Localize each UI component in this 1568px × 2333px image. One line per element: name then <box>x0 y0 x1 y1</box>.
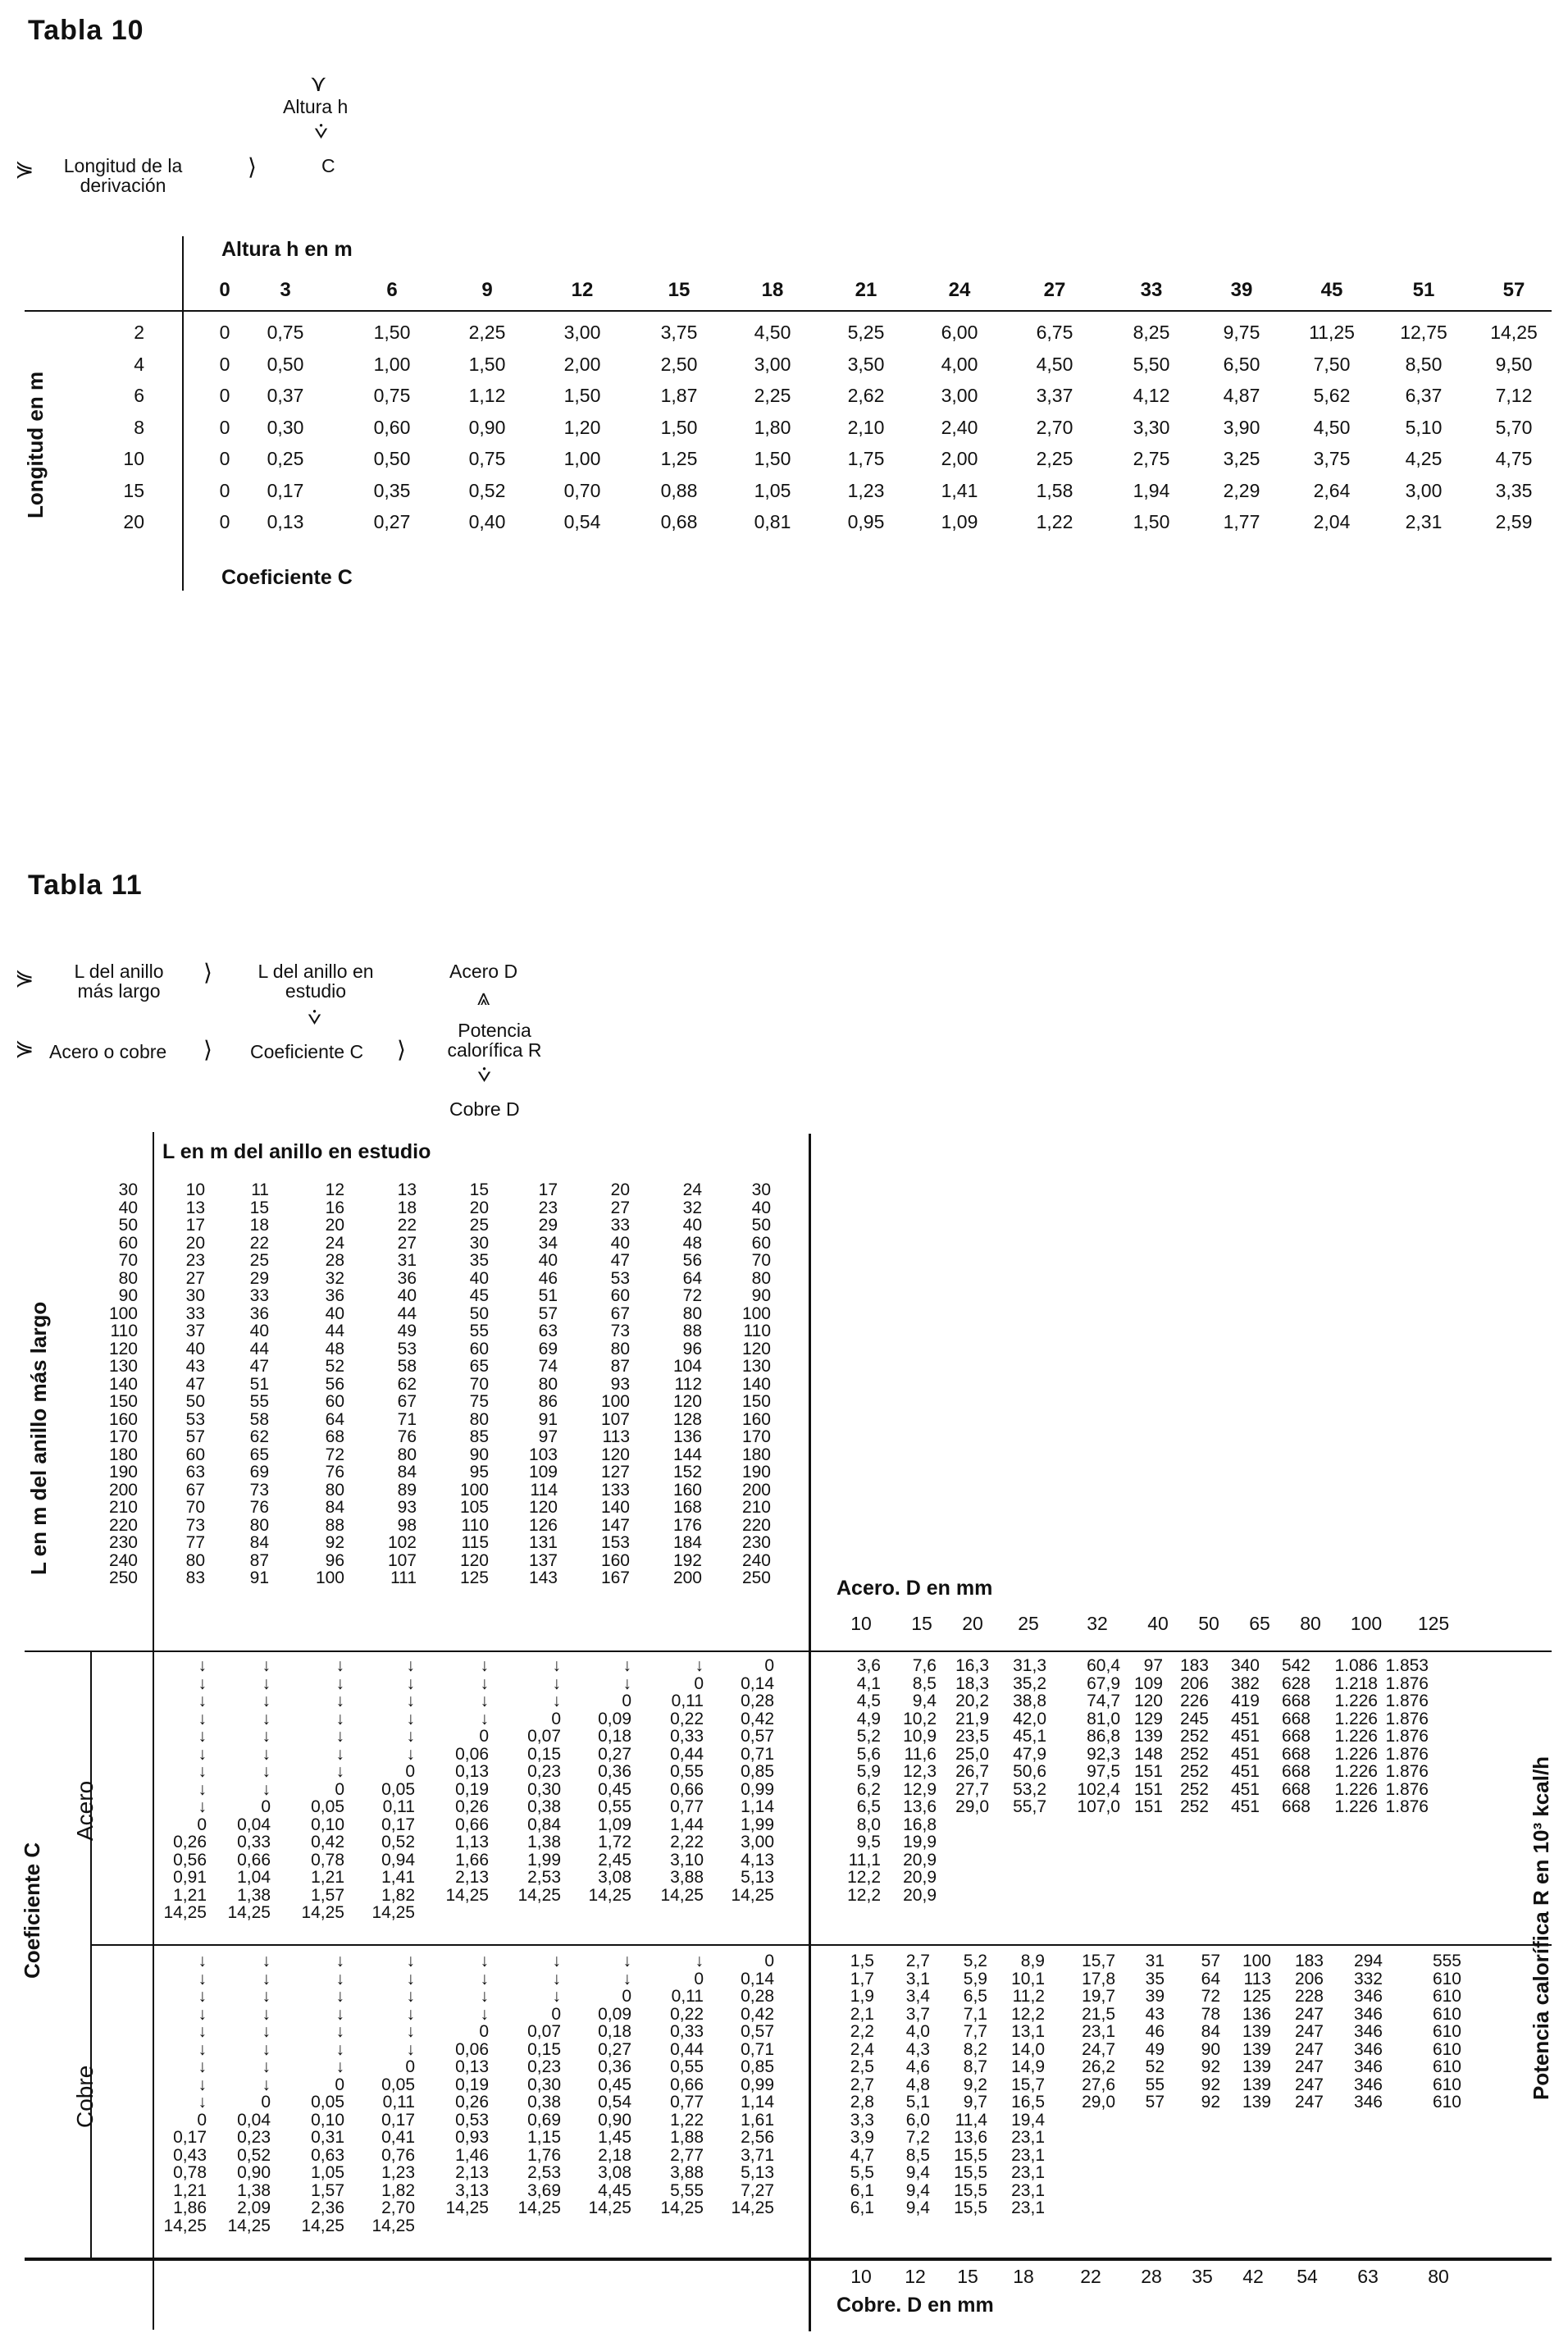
flow-acero-cobre-label: Acero o cobre <box>49 1041 167 1062</box>
table-11-acero-power-column: 183 206 226 245 252 252 252 252 252 <box>1179 1656 1209 1816</box>
table-10-value-cell: 12,75 <box>1400 322 1447 343</box>
table-11-title: Tabla 11 <box>28 870 143 901</box>
table-10-height-header: 27 <box>1043 279 1066 301</box>
table-10-value-cell: 0,75 <box>373 385 411 406</box>
table-10-value-cell: 1,77 <box>1223 511 1260 532</box>
table-10-length-cell: 10 <box>123 448 144 469</box>
table-11-cobre-diameter: 42 <box>1242 2266 1264 2287</box>
table-11-acero-power-column: 1.086 1.218 1.226 1.226 1.226 1.226 1.226 1.226 1.226 <box>1334 1656 1378 1816</box>
table-11-cobre-diameter: 10 <box>850 2266 872 2287</box>
table-10-length-cell: 6 <box>134 385 144 406</box>
table-10-value-cell: 0 <box>219 479 230 501</box>
table-10-value-cell: 5,25 <box>847 322 885 343</box>
table-10-value-cell: 4,87 <box>1223 385 1260 406</box>
table-11-rule-cobre <box>90 1944 1552 1946</box>
table-10-value-cell: 0,88 <box>660 479 698 501</box>
table-11-study-column: 10 13 17 20 23 27 30 33 37 40 43 47 50 53 57 60 63 67 70 73 77 80 83 <box>185 1180 205 1587</box>
table-10-value-cell: 0,90 <box>468 416 506 438</box>
table-11-acero-power-column: 542 628 668 668 668 668 668 668 668 <box>1281 1656 1310 1816</box>
table-11-cobre-diameter: 63 <box>1357 2266 1379 2287</box>
table-11-cobre-coef-column: ↓ ↓ 0 0,09 0,18 0,27 0,36 0,45 0,54 0,90 1,45 2,18 3,08 4,45 14,25 <box>588 1952 631 2217</box>
table-10-height-header: 12 <box>571 279 594 301</box>
table-10-height-header: 24 <box>948 279 971 301</box>
table-10-value-cell: 0 <box>219 448 230 469</box>
table-11-cobre-coef-column: ↓ ↓ ↓ ↓ ↓ ↓ ↓ 0 0,05 0,10 0,31 0,63 1,05 1,57 2,36 14,25 <box>301 1952 344 2235</box>
table-10-value-cell: 1,00 <box>373 353 411 375</box>
table-11-acero-coef-column: ↓ ↓ ↓ ↓ ↓ ↓ ↓ ↓ ↓ 0 0,26 0,56 0,91 1,21 14,25 <box>163 1656 207 1922</box>
table-10-value-cell: 0,50 <box>373 448 411 469</box>
table-10-value-cell: 0 <box>219 353 230 375</box>
flow-potencia-label: Potencia calorífica R <box>447 1020 542 1061</box>
table-10-value-cell: 2,29 <box>1223 479 1260 501</box>
table-10-height-header: 6 <box>386 279 398 301</box>
table-10-value-cell: 1,12 <box>468 385 506 406</box>
table-10-value-cell: 1,50 <box>754 448 791 469</box>
table-11-acero-coef-column: ↓ ↓ ↓ ↓ ↓ ↓ ↓ 0 0,05 0,10 0,42 0,78 1,21 1,57 14,25 <box>301 1656 344 1922</box>
table-10-height-header: 21 <box>855 279 877 301</box>
table-10-value-cell: 1,94 <box>1133 479 1170 501</box>
table-10-value-cell: 3,00 <box>563 322 601 343</box>
table-10-value-cell: 1,50 <box>468 353 506 375</box>
table-11-largest-ring-values: 30 40 50 60 70 80 90 100 110 120 130 140 150 160 170 180 190 200 210 220 230 240 250 <box>108 1180 138 1587</box>
table-10-height-header: 18 <box>761 279 784 301</box>
table-10-value-cell: 0,70 <box>563 479 601 501</box>
table-10-value-cell: 0,30 <box>267 416 304 438</box>
arrow-right-icon: ⋟ <box>15 156 34 181</box>
table-11-study-column: 24 32 40 48 56 64 72 80 88 96 104 112 120 128 136 144 152 160 168 176 184 192 200 <box>672 1180 702 1587</box>
table-10-length-cell: 20 <box>123 511 144 532</box>
table-11-cobre-power-column: 57 64 72 78 84 90 92 92 92 <box>1201 1952 1220 2112</box>
table-11-cobre-power-column: 183 206 228 247 247 247 247 247 247 <box>1294 1952 1324 2112</box>
table-11-cobre-power-column: 100 113 125 136 139 139 139 139 139 <box>1242 1952 1271 2112</box>
table-11-acero-diameter: 25 <box>1018 1613 1039 1634</box>
table-10-value-cell: 1,75 <box>847 448 885 469</box>
table-10-value-cell: 5,70 <box>1495 416 1533 438</box>
table-10-length-cell: 2 <box>134 322 144 343</box>
table-11-rule-acero <box>25 1650 1552 1652</box>
table-11-top-header: L en m del anillo en estudio <box>162 1140 431 1163</box>
arrow-right-icon: ⟩ <box>203 1037 212 1062</box>
table-10-title: Tabla 10 <box>28 15 144 46</box>
table-11-right-axis: Potencia calorífica R en 10³ kcal/h <box>1529 1755 1553 2100</box>
table-10-length-cell: 8 <box>134 416 144 438</box>
table-10-value-cell: 0,60 <box>373 416 411 438</box>
table-10-value-cell: 0,54 <box>563 511 601 532</box>
table-11-cobre-power-column: 31 35 39 43 46 49 52 55 57 <box>1145 1952 1165 2112</box>
table-10-value-cell: 1,25 <box>660 448 698 469</box>
table-11-acero-diameter: 10 <box>850 1613 872 1634</box>
table-10-value-cell: 6,37 <box>1405 385 1443 406</box>
table-11-cobre-power-column: 294 332 346 346 346 346 346 346 346 <box>1353 1952 1383 2112</box>
arrow-right-icon: ⟩ <box>397 1037 406 1062</box>
table-11-acero-coef-column: ↓ ↓ ↓ ↓ ↓ ↓ 0 0,05 0,11 0,17 0,52 0,94 1,41 1,82 14,25 <box>371 1656 415 1922</box>
table-10-height-header: 33 <box>1140 279 1163 301</box>
table-10-value-cell: 2,31 <box>1405 511 1443 532</box>
table-11-study-column: 15 20 25 30 35 40 45 50 55 60 65 70 75 80 85 90 95 100 105 110 115 120 125 <box>459 1180 489 1587</box>
table-10-row-axis-label: Longitud en m <box>23 371 48 518</box>
table-11-acero-power-column: 16,3 18,3 20,2 21,9 23,5 25,0 26,7 27,7 29,0 <box>955 1656 989 1816</box>
table-10-height-header: 57 <box>1502 279 1525 301</box>
table-10-value-cell: 1,23 <box>847 479 885 501</box>
table-10-value-cell: 2,64 <box>1313 479 1351 501</box>
table-11-acero-diameter: 15 <box>911 1613 932 1634</box>
table-10-value-cell: 2,25 <box>754 385 791 406</box>
table-11-cobre-diameter: 35 <box>1192 2266 1213 2287</box>
table-11-cobre-coef-column: ↓ 0 0,11 0,22 0,33 0,44 0,55 0,66 0,77 1,22 1,88 2,77 3,88 5,55 14,25 <box>660 1952 704 2217</box>
arrow-in-icon: ⋎ <box>310 71 327 96</box>
table-11-cobre-diameter: 18 <box>1013 2266 1034 2287</box>
table-10-value-cell: 6,75 <box>1036 322 1073 343</box>
table-11-study-column: 11 15 18 22 25 29 33 36 40 44 47 51 55 58 62 65 69 73 76 80 84 87 91 <box>249 1180 269 1587</box>
arrow-right-icon: ⋟ <box>15 965 34 990</box>
table-10-value-cell: 4,12 <box>1133 385 1170 406</box>
table-10-value-cell: 2,75 <box>1133 448 1170 469</box>
table-11-acero-diameter: 80 <box>1300 1613 1321 1634</box>
table-11-study-column: 13 18 22 27 31 36 40 44 49 53 58 62 67 71 76 80 84 89 93 98 102 107 111 <box>387 1180 417 1587</box>
flow-result-c: C <box>321 155 335 176</box>
table-10-value-cell: 0,35 <box>373 479 411 501</box>
table-10-value-cell: 1,05 <box>754 479 791 501</box>
table-10-height-header: 0 <box>219 279 230 301</box>
table-10-value-cell: 0,75 <box>267 322 304 343</box>
table-10-value-cell: 0,75 <box>468 448 506 469</box>
flow-coeficiente-label: Coeficiente C <box>250 1041 364 1062</box>
table-11-study-column: 20 27 33 40 47 53 60 67 73 80 87 93 100 107 113 120 127 133 140 147 153 160 167 <box>600 1180 630 1587</box>
table-10-bottom-label: Coeficiente C <box>221 566 353 589</box>
table-11-study-column: 30 40 50 60 70 80 90 100 110 120 130 140 150 160 170 180 190 200 210 220 230 240 250 <box>741 1180 771 1587</box>
table-11-acero-diameter: 40 <box>1147 1613 1169 1634</box>
table-10-value-cell: 0 <box>219 416 230 438</box>
table-11-acero-d-header: Acero. D en mm <box>836 1577 993 1600</box>
table-11-left-axis: L en m del anillo más largo <box>26 1301 51 1575</box>
table-10-value-cell: 1,22 <box>1036 511 1073 532</box>
table-11-cobre-power-column: 555 610 610 610 610 610 610 610 610 <box>1432 1952 1461 2112</box>
table-10-value-cell: 0 <box>219 385 230 406</box>
table-11-center-rule <box>809 1134 811 2331</box>
table-11-acero-coef-column: 0 0,14 0,28 0,42 0,57 0,71 0,85 0,99 1,14 1,99 3,00 4,13 5,13 14,25 <box>731 1656 774 1905</box>
table-10-value-cell: 2,62 <box>847 385 885 406</box>
table-11-acero-diameter: 50 <box>1198 1613 1219 1634</box>
table-10-value-cell: 0,13 <box>267 511 304 532</box>
table-11-acero-coef-column: ↓ 0 0,11 0,22 0,33 0,44 0,55 0,66 0,77 1,44 2,22 3,10 3,88 14,25 <box>660 1656 704 1905</box>
table-11-acero-label: Acero <box>72 1780 98 1841</box>
table-10-value-cell: 14,25 <box>1490 322 1538 343</box>
table-10-value-cell: 5,62 <box>1313 385 1351 406</box>
table-10-vertical-rule <box>182 236 184 591</box>
table-10-length-cell: 4 <box>134 353 144 375</box>
table-10-value-cell: 6,50 <box>1223 353 1260 375</box>
table-11-cobre-coef-column: ↓ ↓ ↓ ↓ 0 0,06 0,13 0,19 0,26 0,53 0,93 1,46 2,13 3,13 14,25 <box>445 1952 489 2217</box>
table-10-value-cell: 1,80 <box>754 416 791 438</box>
table-11-acero-power-column: 3,6 4,1 4,5 4,9 5,2 5,6 5,9 6,2 6,5 8,0 9,5 11,1 12,2 12,2 <box>847 1656 881 1905</box>
table-10-value-cell: 3,25 <box>1223 448 1260 469</box>
table-11-acero-diameter: 125 <box>1417 1613 1450 1634</box>
table-10-value-cell: 1,00 <box>563 448 601 469</box>
table-10-value-cell: 2,00 <box>941 448 978 469</box>
table-10-value-cell: 5,10 <box>1405 416 1443 438</box>
table-10-value-cell: 3,50 <box>847 353 885 375</box>
table-10-value-cell: 3,00 <box>754 353 791 375</box>
table-11-cobre-label: Cobre <box>72 2065 98 2128</box>
table-11-acero-power-column: 1.853 1.876 1.876 1.876 1.876 1.876 1.876 1.876 1.876 <box>1385 1656 1429 1816</box>
table-10-value-cell: 4,75 <box>1495 448 1533 469</box>
table-10-height-header: 39 <box>1230 279 1253 301</box>
table-10-value-cell: 0,52 <box>468 479 506 501</box>
table-11-cobre-diameter: 28 <box>1141 2266 1162 2287</box>
flow-longitud-label: Longitud de la derivación <box>63 155 183 196</box>
table-10-value-cell: 3,00 <box>1405 479 1443 501</box>
table-10-value-cell: 1,09 <box>941 511 978 532</box>
table-11-cobre-coef-column: ↓ ↓ ↓ ↓ ↓ ↓ ↓ ↓ 0 0,04 0,23 0,52 0,90 1,38 2,09 14,25 <box>227 1952 271 2235</box>
table-10-value-cell: 2,04 <box>1313 511 1351 532</box>
table-11-acero-diameter: 20 <box>962 1613 983 1634</box>
table-11-acero-coef-column: ↓ ↓ 0 0,09 0,18 0,27 0,36 0,45 0,55 1,09 1,72 2,45 3,08 14,25 <box>588 1656 631 1905</box>
table-10-value-cell: 2,00 <box>563 353 601 375</box>
table-11-acero-power-column: 60,4 67,9 74,7 81,0 86,8 92,3 97,5 102,4 107,0 <box>1077 1656 1120 1816</box>
table-10-value-cell: 0,95 <box>847 511 885 532</box>
table-10-value-cell: 3,75 <box>1313 448 1351 469</box>
table-10-value-cell: 3,30 <box>1133 416 1170 438</box>
table-10-value-cell: 6,00 <box>941 322 978 343</box>
table-11-cobre-diameter: 22 <box>1080 2266 1101 2287</box>
table-10-height-header: 51 <box>1412 279 1435 301</box>
table-11-material-rule <box>90 1650 92 2258</box>
table-10-value-cell: 1,87 <box>660 385 698 406</box>
table-11-acero-coef-column: ↓ ↓ ↓ ↓ ↓ ↓ ↓ ↓ 0 0,04 0,33 0,66 1,04 1,38 14,25 <box>227 1656 271 1922</box>
table-10-value-cell: 0,37 <box>267 385 304 406</box>
table-10-value-cell: 3,90 <box>1223 416 1260 438</box>
table-10-value-cell: 2,59 <box>1495 511 1533 532</box>
table-11-acero-power-column: 7,6 8,5 9,4 10,2 10,9 11,6 12,3 12,9 13,6 16,8 19,9 20,9 20,9 20,9 <box>903 1656 937 1905</box>
table-10-height-header: 45 <box>1320 279 1343 301</box>
table-10-value-cell: 2,10 <box>847 416 885 438</box>
table-10-value-cell: 2,70 <box>1036 416 1073 438</box>
table-11-cobre-power-column: 1,5 1,7 1,9 2,1 2,2 2,4 2,5 2,7 2,8 3,3 3,9 4,7 5,5 6,1 6,1 <box>850 1952 874 2217</box>
table-10-length-cell: 15 <box>123 479 144 501</box>
table-10-value-cell: 0,40 <box>468 511 506 532</box>
table-10-value-cell: 5,50 <box>1133 353 1170 375</box>
table-10-value-cell: 11,25 <box>1309 322 1355 343</box>
table-11-acero-diameter: 32 <box>1087 1613 1108 1634</box>
table-10-value-cell: 7,50 <box>1313 353 1351 375</box>
table-11-acero-coef-column: ↓ ↓ ↓ 0 0,07 0,15 0,23 0,30 0,38 0,84 1,38 1,99 2,53 14,25 <box>517 1656 561 1905</box>
table-10-horizontal-rule <box>25 310 1552 312</box>
table-10-value-cell: 0,25 <box>267 448 304 469</box>
table-10-value-cell: 0,27 <box>373 511 411 532</box>
table-10-height-header: 15 <box>668 279 691 301</box>
table-10-value-cell: 4,50 <box>1313 416 1351 438</box>
table-10-value-cell: 2,25 <box>468 322 506 343</box>
table-11-cobre-power-column: 2,7 3,1 3,4 3,7 4,0 4,3 4,6 4,8 5,1 6,0 7,2 8,5 9,4 9,4 9,4 <box>905 1952 930 2217</box>
table-10-value-cell: 1,41 <box>941 479 978 501</box>
table-10-value-cell: 9,50 <box>1495 353 1533 375</box>
table-10-value-cell: 1,50 <box>373 322 411 343</box>
table-11-coef-axis: Coeficiente C <box>20 1842 44 1979</box>
table-11-cobre-diameter: 15 <box>957 2266 978 2287</box>
arrow-down-icon: ⩒ <box>477 1061 492 1087</box>
table-11-rule-bottom <box>25 2258 1552 2261</box>
table-10-value-cell: 8,25 <box>1133 322 1170 343</box>
table-11-cobre-power-column: 15,7 17,8 19,7 21,5 23,1 24,7 26,2 27,6 29,0 <box>1082 1952 1115 2112</box>
table-10-value-cell: 1,50 <box>660 416 698 438</box>
table-11-cobre-coef-column: ↓ ↓ ↓ 0 0,07 0,15 0,23 0,30 0,38 0,69 1,15 1,76 2,53 3,69 14,25 <box>517 1952 561 2217</box>
table-11-study-column: 17 23 29 34 40 46 51 57 63 69 74 80 86 91 97 103 109 114 120 126 131 137 143 <box>528 1180 558 1587</box>
table-10-height-header: 9 <box>481 279 493 301</box>
table-10-value-cell: 4,50 <box>754 322 791 343</box>
table-11-acero-power-column: 31,3 35,2 38,8 42,0 45,1 47,9 50,6 53,2 55,7 <box>1013 1656 1046 1816</box>
table-11-acero-diameter: 100 <box>1350 1613 1383 1634</box>
table-10-value-cell: 2,40 <box>941 416 978 438</box>
table-10-value-cell: 3,00 <box>941 385 978 406</box>
arrow-right-icon: ⋟ <box>15 1035 34 1061</box>
table-10-value-cell: 1,50 <box>1133 511 1170 532</box>
table-10-column-title: Altura h en m <box>221 238 353 261</box>
arrow-down-icon: ⩒ <box>314 118 329 144</box>
arrow-up-icon: ⩓ <box>477 984 490 1010</box>
table-10-value-cell: 1,50 <box>563 385 601 406</box>
table-10-value-cell: 3,35 <box>1495 479 1533 501</box>
table-10-value-cell: 4,00 <box>941 353 978 375</box>
flow-altura-label: Altura h <box>283 96 349 117</box>
table-11-cobre-power-column: 8,9 10,1 11,2 12,2 13,1 14,0 14,9 15,7 16,5 19,4 23,1 23,1 23,1 23,1 23,1 <box>1011 1952 1045 2217</box>
table-10-value-cell: 3,37 <box>1036 385 1073 406</box>
table-11-study-column: 12 16 20 24 28 32 36 40 44 48 52 56 60 64 68 72 76 80 84 88 92 96 100 <box>315 1180 344 1587</box>
table-11-cobre-coef-column: ↓ ↓ ↓ ↓ ↓ ↓ ↓ ↓ ↓ 0 0,17 0,43 0,78 1,21 1,86 14,25 <box>163 1952 207 2235</box>
flow-largest-ring-label: L del anillo más largo <box>74 961 164 1002</box>
table-11-acero-power-column: 97 109 120 129 139 148 151 151 151 <box>1133 1656 1163 1816</box>
table-10-value-cell: 1,20 <box>563 416 601 438</box>
table-11-acero-power-column: 340 382 419 451 451 451 451 451 451 <box>1230 1656 1260 1816</box>
arrow-right-icon: ⟩ <box>203 960 212 985</box>
table-10-value-cell: 2,50 <box>660 353 698 375</box>
table-11-acero-diameter: 65 <box>1249 1613 1270 1634</box>
table-10-value-cell: 0,50 <box>267 353 304 375</box>
table-10-value-cell: 7,12 <box>1495 385 1533 406</box>
flow-acero-d: Acero D <box>449 961 518 982</box>
table-10-value-cell: 0,68 <box>660 511 698 532</box>
table-10-value-cell: 0 <box>219 322 230 343</box>
table-11-cobre-diameter: 80 <box>1428 2266 1449 2287</box>
table-10-value-cell: 9,75 <box>1223 322 1260 343</box>
arrow-right-icon: ⟩ <box>248 154 257 180</box>
table-11-cobre-diameter: 54 <box>1297 2266 1318 2287</box>
table-11-cobre-power-column: 5,2 5,9 6,5 7,1 7,7 8,2 8,7 9,2 9,7 11,4 13,6 15,5 15,5 15,5 15,5 <box>954 1952 987 2217</box>
table-10-value-cell: 4,50 <box>1036 353 1073 375</box>
table-11-cobre-coef-column: 0 0,14 0,28 0,42 0,57 0,71 0,85 0,99 1,14 1,61 2,56 3,71 5,13 7,27 14,25 <box>731 1952 774 2217</box>
table-10-value-cell: 0,17 <box>267 479 304 501</box>
table-11-cobre-d-header: Cobre. D en mm <box>836 2294 994 2317</box>
table-11-acero-coef-column: ↓ ↓ ↓ ↓ 0 0,06 0,13 0,19 0,26 0,66 1,13 1,66 2,13 14,25 <box>445 1656 489 1905</box>
table-10-value-cell: 0,81 <box>754 511 791 532</box>
table-10-value-cell: 8,50 <box>1405 353 1443 375</box>
flow-study-ring-label: L del anillo en estudio <box>258 961 374 1002</box>
flow-cobre-d: Cobre D <box>449 1098 520 1120</box>
table-10-value-cell: 0 <box>219 511 230 532</box>
table-10-value-cell: 1,58 <box>1036 479 1073 501</box>
table-11-cobre-diameter: 12 <box>905 2266 926 2287</box>
table-10-value-cell: 3,75 <box>660 322 698 343</box>
table-10-value-cell: 4,25 <box>1405 448 1443 469</box>
table-10-height-header: 3 <box>280 279 291 301</box>
table-10-value-cell: 2,25 <box>1036 448 1073 469</box>
arrow-down-icon: ⩒ <box>308 1004 322 1030</box>
table-11-cobre-coef-column: ↓ ↓ ↓ ↓ ↓ ↓ 0 0,05 0,11 0,17 0,41 0,76 1,23 1,82 2,70 14,25 <box>371 1952 415 2235</box>
